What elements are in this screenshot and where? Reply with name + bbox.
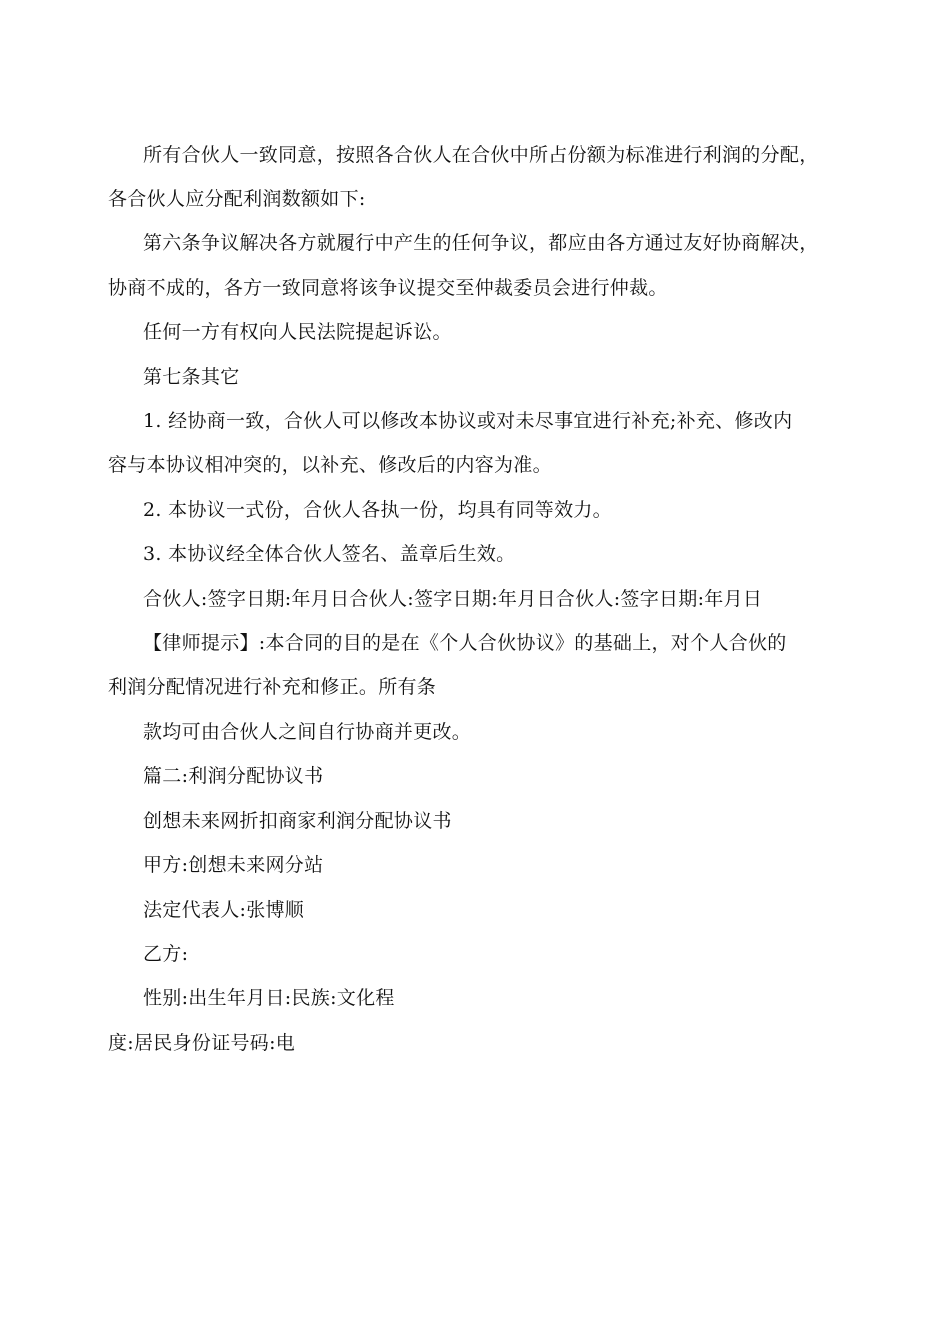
party-a: 甲方:创想未来网分站 xyxy=(143,854,324,876)
paragraph-line: 款均可由合伙人之间自行协商并更改。 xyxy=(143,721,472,743)
section-heading: 第七条其它 xyxy=(143,366,240,388)
party-b-details: 性别:出生年月日:民族:文化程 xyxy=(143,987,395,1009)
signature-line: 合伙人:签字日期:年月日合伙人:签字日期:年月日合伙人:签字日期:年月日 xyxy=(143,588,763,610)
list-item: 2. 本协议一式份，合伙人各执一份，均具有同等效力。 xyxy=(143,499,612,521)
paragraph-line: 所有合伙人一致同意，按照各合伙人在合伙中所占份额为标准进行利润的分配， xyxy=(143,144,819,166)
list-item: 1. 经协商一致，合伙人可以修改本协议或对未尽事宜进行补充;补充、修改内 xyxy=(143,410,793,432)
paragraph-line: 协商不成的，各方一致同意将该争议提交至仲裁委员会进行仲裁。 xyxy=(108,277,668,299)
paragraph-line: 各合伙人应分配利润数额如下: xyxy=(108,188,366,210)
list-item-continuation: 容与本协议相冲突的，以补充、修改后的内容为准。 xyxy=(108,454,552,476)
lawyer-tip-continuation: 利润分配情况进行补充和修正。所有条 xyxy=(108,676,437,698)
chapter-heading: 篇二:利润分配协议书 xyxy=(143,765,324,787)
paragraph-line: 任何一方有权向人民法院提起诉讼。 xyxy=(143,321,452,343)
paragraph-line: 第六条争议解决各方就履行中产生的任何争议，都应由各方通过友好协商解决， xyxy=(143,232,819,254)
party-b: 乙方: xyxy=(143,943,189,965)
list-item: 3. 本协议经全体合伙人签名、盖章后生效。 xyxy=(143,543,516,565)
party-b-details-continuation: 度:居民身份证号码:电 xyxy=(108,1032,296,1054)
lawyer-tip: 【律师提示】:本合同的目的是在《个人合伙协议》的基础上，对个人合伙的 xyxy=(143,632,787,654)
agreement-title: 创想未来网折扣商家利润分配协议书 xyxy=(143,810,452,832)
legal-representative: 法定代表人:张博顺 xyxy=(143,899,305,921)
